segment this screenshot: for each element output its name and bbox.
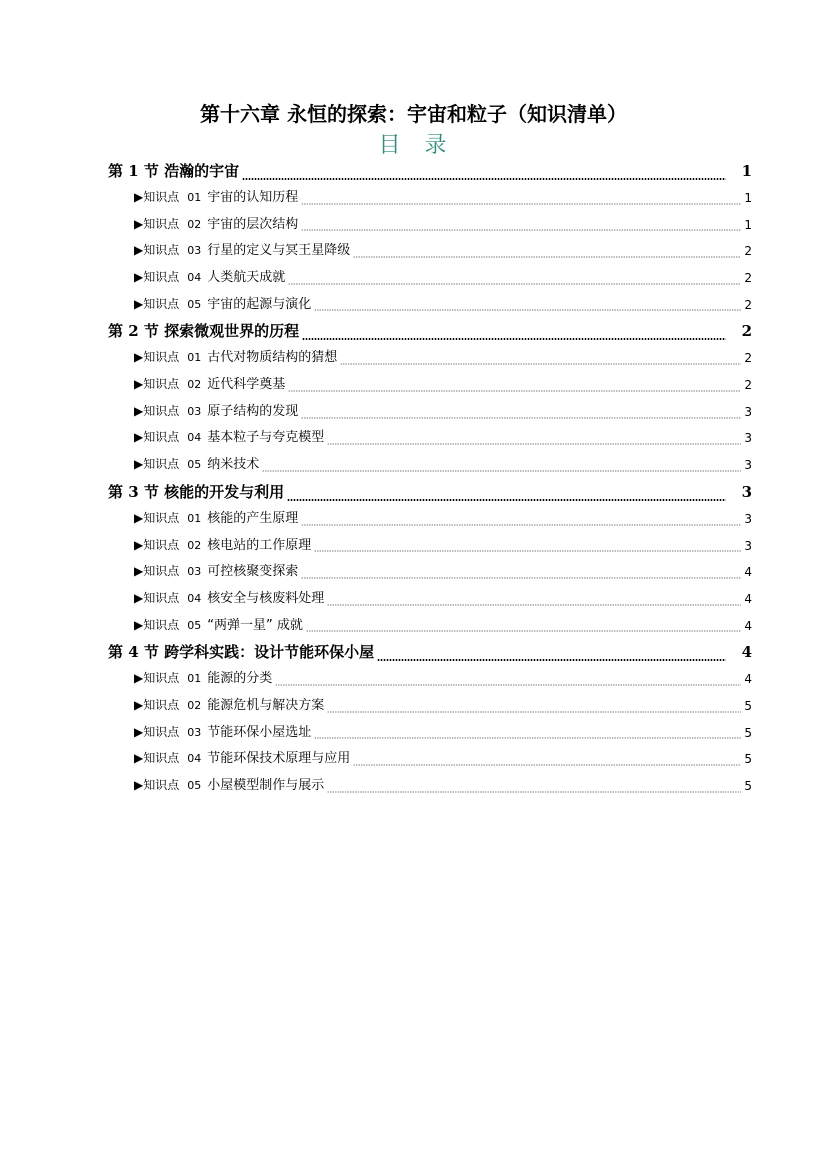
knowledge-point-label [134, 692, 324, 720]
knowledge-point-label [134, 371, 285, 399]
knowledge-point-prefix: ▶知识点 [134, 457, 180, 472]
knowledge-point-prefix: ▶知识点 [134, 296, 180, 311]
knowledge-point-label [134, 612, 303, 640]
knowledge-point-text: 可控核聚变探索 [207, 564, 299, 580]
knowledge-point-text: 纳米技术 [207, 457, 260, 473]
knowledge-point-text: 节能环保小屋选址 [207, 724, 312, 740]
dot-leader [301, 229, 741, 231]
dot-leader [353, 256, 741, 258]
toc-knowledge-point-row[interactable] [134, 666, 752, 693]
knowledge-point-text: 古代对物质结构的猜想 [207, 350, 338, 366]
toc-knowledge-point-row[interactable] [134, 265, 752, 292]
knowledge-point-prefix: ▶知识点 [134, 537, 180, 552]
knowledge-point-label [134, 237, 350, 265]
knowledge-point-page-number: 4 [744, 672, 752, 687]
knowledge-point-page-number: 4 [744, 565, 752, 580]
knowledge-point-label [134, 451, 259, 479]
knowledge-point-prefix: ▶知识点 [134, 270, 180, 285]
knowledge-point-label [134, 211, 298, 239]
knowledge-point-text: 核能的产生原理 [207, 510, 299, 526]
knowledge-point-page-number: 5 [744, 725, 752, 740]
knowledge-point-number: 05 [187, 618, 202, 632]
knowledge-point-label [134, 585, 324, 613]
knowledge-point-prefix: ▶知识点 [134, 671, 180, 686]
toc-knowledge-point-row[interactable] [134, 559, 752, 586]
dot-leader [301, 524, 741, 526]
knowledge-point-text: 原子结构的发现 [207, 403, 299, 419]
knowledge-point-page-number: 5 [744, 779, 752, 794]
toc-section-row[interactable] [108, 479, 752, 506]
knowledge-point-page-number: 3 [744, 404, 752, 419]
section-title: 第 2 节 探索微观世界的历程 [108, 322, 300, 341]
knowledge-point-number: 03 [187, 565, 202, 579]
dot-leader [288, 390, 741, 392]
section-title: 第 3 节 核能的开发与利用 [108, 482, 285, 501]
knowledge-point-prefix: ▶知识点 [134, 350, 180, 365]
toc-knowledge-point-row[interactable] [134, 720, 752, 747]
toc-knowledge-point-row[interactable] [134, 506, 752, 533]
table-of-contents [108, 158, 752, 800]
knowledge-point-label [134, 772, 324, 800]
knowledge-point-page-number: 3 [744, 511, 752, 526]
knowledge-point-text: 能源危机与解决方案 [207, 697, 325, 713]
knowledge-point-prefix: ▶知识点 [134, 778, 180, 793]
knowledge-point-text: 近代科学奠基 [207, 377, 286, 393]
toc-knowledge-point-row[interactable] [134, 533, 752, 560]
knowledge-point-text: 基本粒子与夸克模型 [207, 430, 325, 446]
knowledge-point-number: 04 [187, 431, 202, 445]
knowledge-point-label [134, 291, 311, 319]
knowledge-point-number: 03 [187, 404, 202, 418]
knowledge-point-number: 05 [187, 458, 202, 472]
knowledge-point-label [134, 424, 324, 452]
toc-section-row[interactable] [108, 639, 752, 666]
knowledge-point-label [134, 745, 350, 773]
knowledge-point-number: 02 [187, 217, 202, 231]
knowledge-point-page-number: 1 [744, 190, 752, 205]
knowledge-point-prefix: ▶知识点 [134, 189, 180, 204]
knowledge-point-page-number: 2 [744, 244, 752, 259]
knowledge-point-prefix: ▶知识点 [134, 403, 180, 418]
knowledge-point-text: 行星的定义与冥王星降级 [207, 243, 351, 259]
knowledge-point-page-number: 2 [744, 297, 752, 312]
knowledge-point-page-number: 3 [744, 538, 752, 553]
toc-knowledge-point-row[interactable] [134, 292, 752, 319]
toc-knowledge-point-row[interactable] [134, 693, 752, 720]
toc-knowledge-point-row[interactable] [134, 773, 752, 800]
knowledge-point-prefix: ▶知识点 [134, 617, 180, 632]
dot-leader [262, 470, 741, 472]
toc-knowledge-point-row[interactable] [134, 426, 752, 453]
knowledge-point-number: 02 [187, 698, 202, 712]
knowledge-point-page-number: 2 [744, 351, 752, 366]
page-title: 第十六章 永恒的探索：宇宙和粒子（知识清单） [200, 102, 627, 126]
knowledge-point-number: 01 [187, 190, 202, 204]
section-title: 第 1 节 浩瀚的宇宙 [108, 162, 240, 180]
dot-leader [340, 363, 741, 365]
dot-leader [288, 283, 741, 285]
section-page-number: 1 [741, 162, 752, 180]
section-page-number: 2 [741, 322, 752, 341]
knowledge-point-number: 03 [187, 725, 202, 739]
section-page-number: 4 [741, 643, 752, 662]
dot-leader [314, 737, 741, 739]
knowledge-point-label [134, 505, 298, 533]
toc-knowledge-point-row[interactable] [134, 586, 752, 613]
knowledge-point-number: 01 [187, 351, 202, 365]
toc-knowledge-point-row[interactable] [134, 746, 752, 773]
section-title: 第 4 节 跨学科实践：设计节能环保小屋 [108, 643, 375, 662]
knowledge-point-number: 01 [187, 672, 202, 686]
knowledge-point-number: 05 [187, 297, 202, 311]
toc-knowledge-point-row[interactable] [134, 185, 752, 212]
knowledge-point-text: 宇宙的认知历程 [207, 189, 299, 205]
knowledge-point-page-number: 5 [744, 752, 752, 767]
section-page-number: 3 [741, 482, 752, 501]
knowledge-point-number: 05 [187, 779, 202, 793]
knowledge-point-number: 01 [187, 511, 202, 525]
dot-leader [327, 604, 741, 606]
knowledge-point-text: 核电站的工作原理 [207, 537, 312, 553]
knowledge-point-label [134, 532, 311, 560]
dot-leader [302, 338, 725, 340]
knowledge-point-prefix: ▶知识点 [134, 590, 180, 605]
knowledge-point-prefix: ▶知识点 [134, 724, 180, 739]
dot-leader [301, 203, 741, 205]
knowledge-point-number: 04 [187, 271, 202, 285]
knowledge-point-page-number: 2 [744, 271, 752, 286]
knowledge-point-prefix: ▶知识点 [134, 564, 180, 579]
knowledge-point-text: 节能环保技术原理与应用 [207, 751, 351, 767]
knowledge-point-page-number: 5 [744, 698, 752, 713]
dot-leader [301, 577, 741, 579]
knowledge-point-label [134, 344, 337, 372]
knowledge-point-label [134, 665, 272, 693]
knowledge-point-page-number: 2 [744, 378, 752, 393]
dot-leader [327, 711, 741, 713]
knowledge-point-page-number: 4 [744, 591, 752, 606]
dot-leader [353, 764, 741, 766]
knowledge-point-prefix: ▶知识点 [134, 697, 180, 712]
knowledge-point-page-number: 3 [744, 431, 752, 446]
dot-leader [306, 630, 742, 632]
knowledge-point-prefix: ▶知识点 [134, 243, 180, 258]
dot-leader [242, 178, 725, 180]
knowledge-point-page-number: 3 [744, 458, 752, 473]
knowledge-point-number: 04 [187, 752, 202, 766]
knowledge-point-prefix: ▶知识点 [134, 216, 180, 231]
knowledge-point-label [134, 558, 298, 586]
knowledge-point-text: 核安全与核废料处理 [207, 590, 325, 606]
knowledge-point-text: 能源的分类 [207, 671, 273, 687]
knowledge-point-text: 宇宙的层次结构 [207, 216, 299, 232]
knowledge-point-label [134, 264, 285, 292]
toc-section-row[interactable] [108, 158, 752, 185]
knowledge-point-text: 人类航天成就 [207, 270, 286, 286]
knowledge-point-page-number: 4 [744, 618, 752, 633]
dot-leader [301, 417, 741, 419]
toc-heading-char-2: 录 [424, 133, 449, 158]
knowledge-point-text: 宇宙的起源与演化 [207, 296, 312, 312]
dot-leader [377, 659, 725, 661]
toc-heading-char-1: 目 [378, 133, 403, 158]
knowledge-point-prefix: ▶知识点 [134, 510, 180, 525]
knowledge-point-page-number: 1 [744, 217, 752, 232]
toc-section-row[interactable] [108, 318, 752, 345]
toc-knowledge-point-row[interactable] [134, 345, 752, 372]
knowledge-point-label [134, 184, 298, 212]
toc-knowledge-point-row[interactable] [134, 452, 752, 479]
knowledge-point-prefix: ▶知识点 [134, 430, 180, 445]
knowledge-point-number: 02 [187, 538, 202, 552]
dot-leader [327, 791, 741, 793]
knowledge-point-text: 小屋模型制作与展示 [207, 778, 325, 794]
dot-leader [314, 550, 741, 552]
knowledge-point-text: “两弹一星” 成就 [207, 617, 303, 633]
knowledge-point-prefix: ▶知识点 [134, 751, 180, 766]
dot-leader [275, 684, 741, 686]
toc-knowledge-point-row[interactable] [134, 372, 752, 399]
knowledge-point-prefix: ▶知识点 [134, 377, 180, 392]
dot-leader [327, 443, 741, 445]
knowledge-point-number: 04 [187, 591, 202, 605]
toc-knowledge-point-row[interactable] [134, 613, 752, 640]
dot-leader [287, 499, 725, 501]
knowledge-point-label [134, 719, 311, 747]
toc-knowledge-point-row[interactable] [134, 238, 752, 265]
knowledge-point-number: 03 [187, 244, 202, 258]
toc-knowledge-point-row[interactable] [134, 399, 752, 426]
toc-knowledge-point-row[interactable] [134, 212, 752, 239]
knowledge-point-number: 02 [187, 378, 202, 392]
dot-leader [314, 309, 741, 311]
knowledge-point-label [134, 398, 298, 426]
